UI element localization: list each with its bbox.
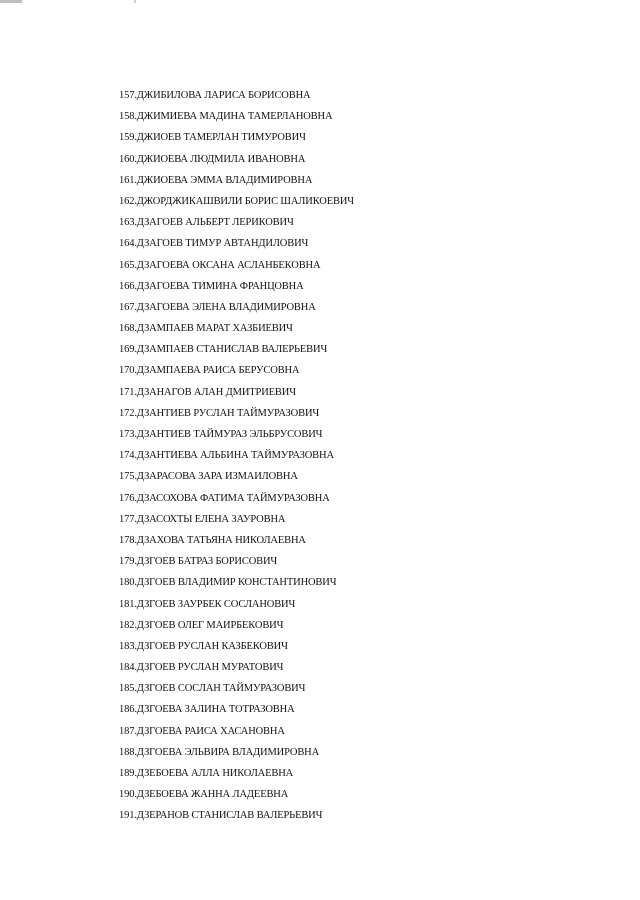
entry-separator: .: [134, 534, 137, 546]
entry-separator: .: [134, 704, 137, 716]
entry-number: 179: [119, 556, 135, 568]
list-item: [119, 149, 354, 170]
entry-separator: .: [134, 471, 137, 483]
entry-separator: .: [134, 725, 137, 737]
entry-name: ДЗГОЕВ СОСЛАН ТАЙМУРАЗОВИЧ: [136, 683, 306, 695]
list-item: [119, 297, 354, 318]
entry-separator: .: [134, 789, 137, 801]
list-item: [119, 233, 354, 254]
entry-number: 188: [119, 746, 135, 758]
entry-number: 177: [119, 513, 135, 525]
entry-separator: .: [134, 111, 137, 123]
entry-name: ДЗГОЕВ ЗАУРБЕК СОСЛАНОВИЧ: [136, 598, 296, 610]
entry-name: ДЖОРДЖИКАШВИЛИ БОРИС ШАЛИКОЕВИЧ: [136, 195, 354, 207]
list-item: [119, 488, 354, 509]
entry-name: ДЗАГОЕВ АЛЬБЕРТ ЛЕРИКОВИЧ: [136, 217, 294, 229]
list-item: [119, 360, 354, 381]
entry-number: 172: [119, 407, 135, 419]
entry-separator: .: [134, 280, 137, 292]
entry-separator: .: [134, 556, 137, 568]
entry-name: ДЗГОЕВ РУСЛАН МУРАТОВИЧ: [136, 662, 284, 674]
entry-name: ДЗАРАСОВА ЗАРА ИЗМАИЛОВНА: [136, 471, 298, 483]
entry-number: 173: [119, 429, 135, 440]
entry-separator: .: [134, 174, 137, 186]
list-item: [119, 530, 354, 551]
entry-name: ДЗГОЕВ ОЛЕГ МАИРБЕКОВИЧ: [136, 619, 284, 631]
entry-name: ДЗАМПАЕВ МАРАТ ХАЗБИЕВИЧ: [136, 323, 293, 335]
entry-number: 174: [119, 450, 135, 462]
entry-number: 189: [119, 768, 135, 779]
entry-separator: .: [134, 323, 137, 335]
entry-name: ДЗАСОХОВА ФАТИМА ТАЙМУРАЗОВНА: [136, 492, 330, 504]
entry-number: 184: [119, 662, 135, 674]
entry-separator: .: [134, 153, 137, 165]
list-item: [119, 85, 354, 106]
entry-separator: .: [134, 640, 137, 652]
list-item: [119, 805, 354, 826]
entry-name: ДЗАНТИЕВ ТАЙМУРАЗ ЭЛЬБРУСОВИЧ: [136, 429, 323, 440]
entry-separator: .: [134, 259, 137, 271]
entry-number: 186: [119, 704, 135, 716]
list-item: [119, 551, 354, 572]
entry-number: 162: [119, 195, 135, 207]
entry-separator: .: [134, 132, 137, 144]
entry-name: ДЗАНТИЕВ РУСЛАН ТАЙМУРАЗОВИЧ: [136, 407, 320, 419]
entry-separator: .: [134, 598, 137, 610]
list-item: [119, 699, 354, 720]
list-item: [119, 509, 354, 530]
list-item: [119, 678, 354, 699]
entry-number: 181: [119, 598, 135, 610]
entry-number: 165: [119, 259, 135, 271]
entry-separator: .: [134, 195, 137, 207]
list-item: [119, 318, 354, 339]
list-item: [119, 784, 354, 805]
entry-separator: .: [134, 386, 137, 398]
list-item: [119, 742, 354, 763]
list-item: [119, 657, 354, 678]
list-item: [119, 339, 354, 360]
entry-name: ДЗАГОЕВА ОКСАНА АСЛАНБЕКОВНА: [136, 259, 321, 271]
list-item: [119, 424, 354, 445]
entry-name: ДЗГОЕВ РУСЛАН КАЗБЕКОВИЧ: [136, 640, 288, 652]
list-item: [119, 255, 354, 276]
entry-number: 157: [119, 90, 135, 101]
entry-separator: .: [134, 662, 137, 674]
entry-separator: .: [134, 217, 137, 229]
entry-separator: .: [134, 810, 137, 822]
entry-number: 178: [119, 534, 135, 546]
entry-name: ДЗГОЕВ БАТРАЗ БОРИСОВИЧ: [136, 556, 278, 568]
entry-number: 183: [119, 640, 135, 652]
entry-name: ДЖИМИЕВА МАДИНА ТАМЕРЛАНОВНА: [136, 111, 333, 123]
entry-number: 158: [119, 111, 135, 123]
entry-number: 190: [119, 789, 135, 801]
entry-name: ДЗАГОЕВА ТИМИНА ФРАНЦОВНА: [136, 280, 304, 292]
list-item: [119, 572, 354, 593]
list-item: [119, 191, 354, 212]
entry-name: ДЗАМПАЕВА РАИСА БЕРУСОВНА: [136, 365, 300, 377]
entry-separator: .: [134, 746, 137, 758]
entry-separator: .: [134, 429, 137, 440]
entry-name: ДЗАМПАЕВ СТАНИСЛАВ ВАЛЕРЬЕВИЧ: [136, 344, 328, 356]
entry-name: ДЗАНТИЕВА АЛЬБИНА ТАЙМУРАЗОВНА: [136, 450, 334, 462]
entry-name: ДЖИОЕВ ТАМЕРЛАН ТИМУРОВИЧ: [136, 132, 306, 144]
entry-number: 191: [119, 810, 135, 822]
entry-number: 171: [119, 386, 135, 398]
entry-number: 168: [119, 323, 135, 335]
entry-name: ДЖИОЕВА ЛЮДМИЛА ИВАНОВНА: [136, 153, 306, 165]
entry-separator: .: [134, 344, 137, 356]
entry-number: 167: [119, 301, 135, 313]
entry-name: ДЗАСОХТЫ ЕЛЕНА ЗАУРОВНА: [136, 513, 286, 525]
entry-name: ДЗЕРАНОВ СТАНИСЛАВ ВАЛЕРЬЕВИЧ: [136, 810, 323, 822]
entry-separator: .: [134, 90, 137, 101]
entry-name: ДЗАНАГОВ АЛАН ДМИТРИЕВИЧ: [136, 386, 296, 398]
list-item: [119, 615, 354, 636]
entry-name: ДЗГОЕВА ЭЛЬВИРА ВЛАДИМИРОВНА: [136, 746, 320, 758]
list-item: [119, 106, 354, 127]
entry-number: 166: [119, 280, 135, 292]
entry-name: ДЗГОЕВА РАИСА ХАСАНОВНА: [136, 725, 285, 737]
list-item: [119, 445, 354, 466]
entry-number: 169: [119, 344, 135, 356]
list-item: [119, 721, 354, 742]
entry-name: ДЗАГОЕВ ТИМУР АВТАНДИЛОВИЧ: [136, 238, 309, 250]
list-item: [119, 636, 354, 657]
entry-number: 163: [119, 217, 135, 229]
entry-number: 180: [119, 577, 135, 589]
list-item: [119, 466, 354, 487]
scan-edge-mark: [0, 0, 22, 3]
scan-edge-tick: [134, 0, 136, 3]
entry-number: 164: [119, 238, 135, 250]
list-item: [119, 403, 354, 424]
entry-number: 170: [119, 365, 135, 377]
entry-name: ДЗЕБОЕВА АЛЛА НИКОЛАЕВНА: [136, 768, 294, 779]
list-item: [119, 127, 354, 148]
entry-number: 159: [119, 132, 135, 144]
entry-separator: .: [134, 450, 137, 462]
list-item: [119, 276, 354, 297]
entry-separator: .: [134, 407, 137, 419]
entry-separator: .: [134, 238, 137, 250]
list-item: [119, 763, 354, 784]
entry-number: 161: [119, 174, 135, 186]
list-item: [119, 170, 354, 191]
entry-number: 182: [119, 619, 135, 631]
entry-number: 160: [119, 153, 135, 165]
entry-separator: .: [134, 683, 137, 695]
entry-number: 185: [119, 683, 135, 695]
entry-name: ДЗГОЕВ ВЛАДИМИР КОНСТАНТИНОВИЧ: [136, 577, 337, 589]
list-item: [119, 594, 354, 615]
entry-name: ДЖИОЕВА ЭММА ВЛАДИМИРОВНА: [136, 174, 313, 186]
entry-name: ДЖИБИЛОВА ЛАРИСА БОРИСОВНА: [136, 90, 311, 101]
entry-name: ДЗАХОВА ТАТЬЯНА НИКОЛАЕВНА: [136, 534, 306, 546]
entry-separator: .: [134, 577, 137, 589]
entry-separator: .: [134, 301, 137, 313]
entry-separator: .: [134, 492, 137, 504]
entry-separator: .: [134, 365, 137, 377]
entry-name: ДЗЕБОЕВА ЖАННА ЛАДЕЕВНА: [136, 789, 289, 801]
list-item: [119, 212, 354, 233]
name-list: [119, 85, 354, 827]
entry-separator: .: [134, 513, 137, 525]
entry-number: 175: [119, 471, 135, 483]
entry-name: ДЗАГОЕВА ЭЛЕНА ВЛАДИМИРОВНА: [136, 301, 316, 313]
list-item: [119, 382, 354, 403]
entry-number: 187: [119, 725, 135, 737]
entry-separator: .: [134, 768, 137, 779]
entry-number: 176: [119, 492, 135, 504]
entry-separator: .: [134, 619, 137, 631]
entry-name: ДЗГОЕВА ЗАЛИНА ТОТРАЗОВНА: [136, 704, 295, 716]
